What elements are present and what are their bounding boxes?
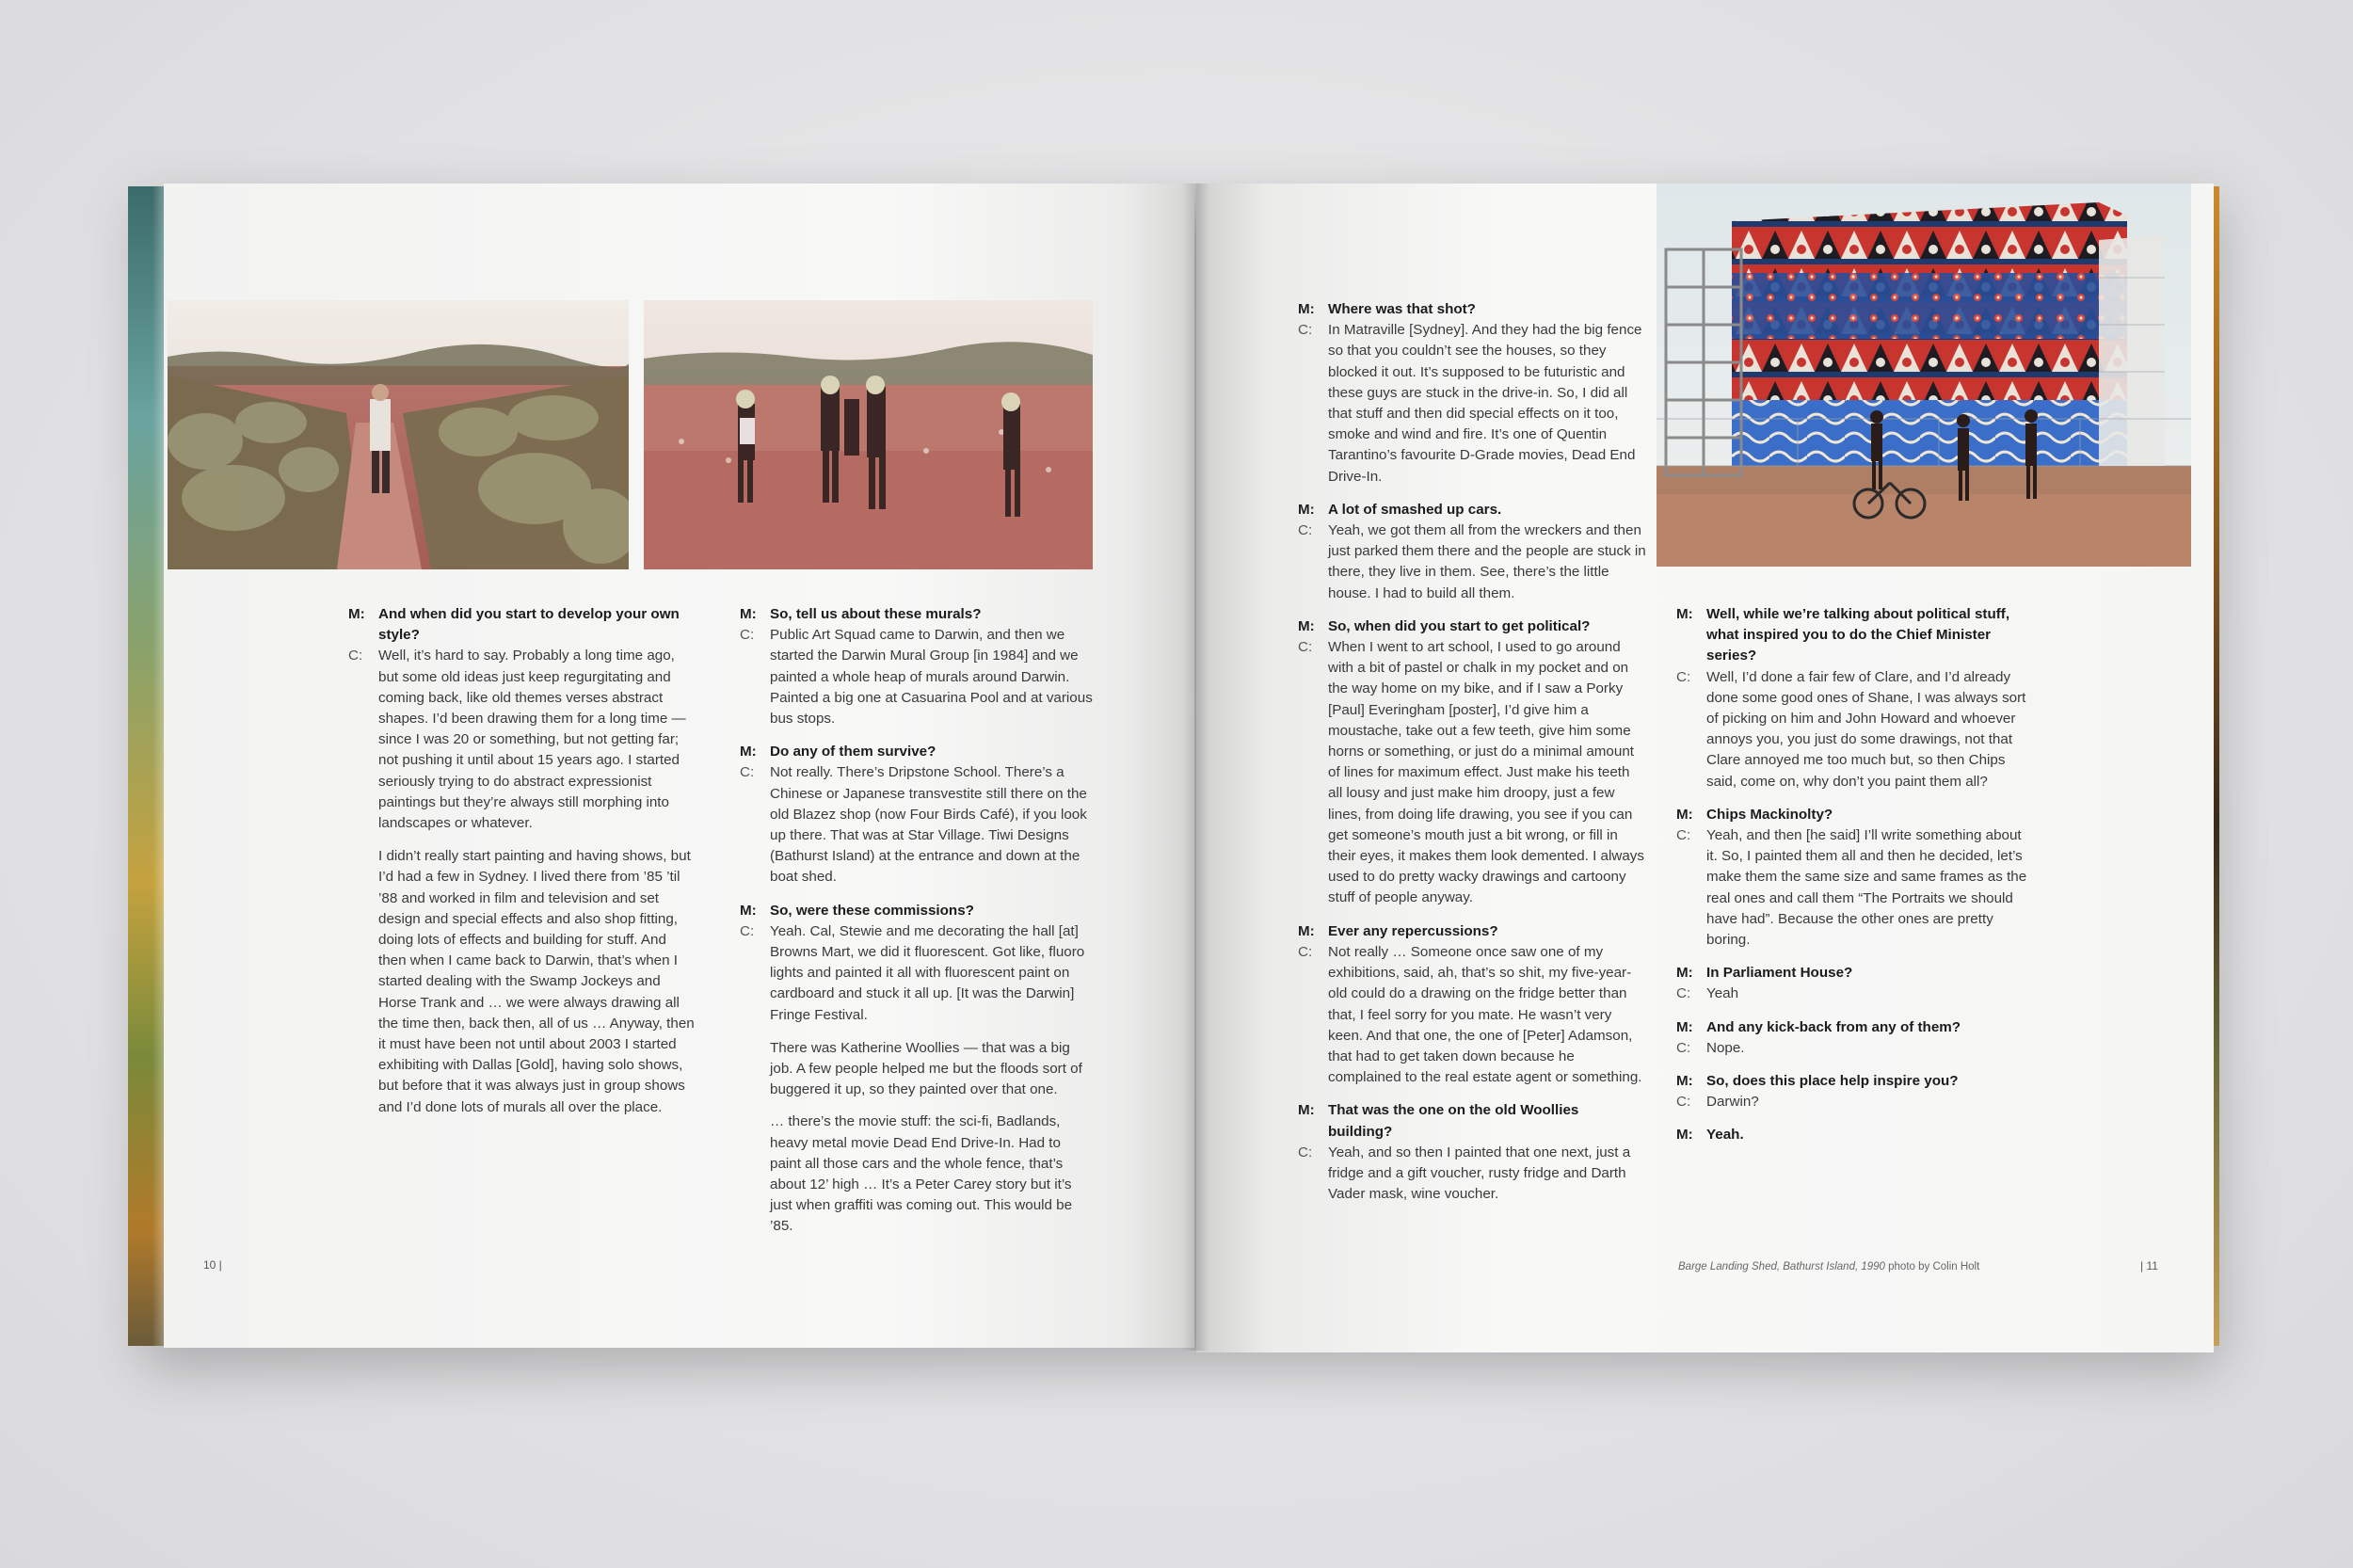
question-text: So, when did you start to get political? [1328, 617, 1591, 634]
book-gutter [1181, 184, 1209, 1351]
question-text: Where was that shot? [1328, 301, 1476, 317]
speaker-label: M: [1676, 1073, 1693, 1090]
qa-block [740, 742, 1093, 888]
qa-block [1298, 500, 1646, 604]
question-text: Chips Mackinolty? [1706, 806, 1833, 823]
speaker-label: C: [740, 627, 755, 644]
right-column-1 [1298, 299, 1646, 1217]
speaker-label: C: [740, 764, 755, 781]
qa-block [1298, 921, 1646, 1089]
speaker-label: M: [1676, 806, 1693, 823]
speaker-label: M: [1676, 606, 1693, 622]
answer-text: Yeah. Cal, Stewie and me decorating the hall [at] Browns Mart, we did it fluorescent. Got like, fluoro lights and painted it all with fluorescent paint on cardboard and stuck it all up. [It was the Darwin] Fringe Festival. [770, 922, 1085, 1023]
answer-text: In Matraville [Sydney]. And they had the big fence so that you couldn’t see the houses, so they blocked it out. It’s supposed to be futuristic and these guys are stuck in the drive-in. So, I did all that stuff and then did special effects on it too, smoke and wind and fire. It’s one of Quentin Tarantino’s favourite D-Grade movies, Dead End Drive-In. [1328, 322, 1642, 485]
qa-block [348, 604, 696, 834]
speaker-label: M: [1298, 922, 1315, 939]
answer-text: Public Art Squad came to Darwin, and then we started the Darwin Mural Group [in 1984] and we painted a whole heap of murals around Darwin. Painted a big one at Casuarina Pool and at various bus stops. [770, 627, 1093, 728]
question-text: Yeah. [1706, 1127, 1744, 1144]
qa-block [1676, 963, 2034, 1004]
speaker-label: M: [1298, 301, 1315, 317]
photo-group-field [644, 300, 1093, 569]
speaker-label: C: [1298, 1144, 1313, 1160]
answer-text: Yeah, we got them all from the wreckers and then just parked them there and the people are stuck in there, they live in them. See, there’s the little house. I had to build all them. [1328, 522, 1646, 601]
answer-paragraph: There was Katherine Woollies — that was a big job. A few people helped me but the floods sort of buggered it up, so they painted over that one. [770, 1039, 1082, 1098]
question-text: So, were these commissions? [770, 902, 974, 919]
qa-block [1676, 604, 2034, 792]
right-column-2 [1676, 604, 2034, 1159]
page-number: 10 | [203, 1258, 222, 1272]
speaker-label: M: [740, 606, 757, 622]
question-text: So, does this place help inspire you? [1706, 1073, 1959, 1090]
photo-papaya-field [168, 300, 629, 569]
qa-block [1676, 805, 2034, 951]
qa-block [740, 901, 1093, 1026]
question-text: That was the one on the old Woollies building? [1328, 1102, 1579, 1140]
answer-paragraph: … there’s the movie stuff: the sci-fi, Badlands, heavy metal movie Dead End Drive-In. Had to paint all those cars and the whole fence, that’s about 12’ high … It’s a Peter Carey story but it’s just when graffiti was coming out. This would be ’85. [770, 1113, 1073, 1235]
qa-block [1298, 616, 1646, 909]
page-number: | 11 [2140, 1259, 2158, 1272]
qa-block [1676, 1017, 2034, 1059]
question-text: Ever any repercussions? [1328, 922, 1498, 939]
question-text: A lot of smashed up cars. [1328, 501, 1502, 518]
speaker-label: M: [1676, 965, 1693, 982]
speaker-label: M: [1676, 1127, 1693, 1144]
qa-block [740, 604, 1093, 729]
speaker-label: C: [348, 648, 363, 664]
qa-block [1676, 1125, 2034, 1145]
speaker-label: M: [1676, 1018, 1693, 1035]
speaker-label: M: [1298, 617, 1315, 634]
answer-text: Yeah, and so then I painted that one next, just a fridge and a gift voucher, rusty fridge and Darth Vader mask, wine voucher. [1328, 1144, 1631, 1203]
question-text: And when did you start to develop your own style? [378, 606, 680, 644]
qa-block [1298, 1100, 1646, 1205]
speaker-label: C: [1298, 522, 1313, 539]
answer-text: Yeah [1706, 985, 1739, 1002]
photo-barge-landing-shed [1657, 184, 2191, 567]
answer-text: Nope. [1706, 1039, 1745, 1056]
speaker-label: C: [740, 922, 755, 939]
speaker-label: C: [1298, 322, 1313, 339]
speaker-label: C: [1676, 668, 1691, 685]
photo-caption [1678, 1261, 1979, 1272]
left-column-1 [348, 604, 696, 1118]
caption-title: Barge Landing Shed, Bathurst Island, 1990 [1678, 1261, 1885, 1272]
right-page [1196, 184, 2214, 1352]
speaker-label: M: [740, 744, 757, 760]
left-column-2 [740, 604, 1093, 1238]
left-page [164, 184, 1194, 1348]
caption-credit: photo by Colin Holt [1888, 1261, 1980, 1272]
speaker-label: C: [1676, 827, 1691, 844]
book-cover-edge-left [128, 186, 166, 1346]
question-text: Do any of them survive? [770, 744, 936, 760]
speaker-label: M: [1298, 501, 1315, 518]
speaker-label: C: [1676, 985, 1691, 1002]
speaker-label: C: [1298, 943, 1313, 960]
speaker-label: C: [1676, 1094, 1691, 1111]
answer-text: Not really. There’s Dripstone School. There’s a Chinese or Japanese transvestite still there on the old Blazez shop (now Four Birds Café), if you look up there. That was at Star Village. Tiwi Designs (Bathurst Island) at the entrance and down at the boat shed. [770, 764, 1087, 886]
answer-text: Well, it’s hard to say. Probably a long time ago, but some old ideas just keep regurgitating and coming back, like old themes verses abstract shapes. I’d been drawing them for a long time — since I was 20 or something, but not getting far; not pushing it until about 15 years ago. I started seriously trying to do abstract expressionist paintings but they’re always still morphing into landscapes or whatever. [378, 648, 686, 832]
qa-block [1298, 299, 1646, 488]
question-text: Well, while we’re talking about political stuff, what inspired you to do the Chief Minister series? [1706, 606, 2010, 664]
speaker-label: M: [348, 606, 365, 622]
answer-text: Yeah, and then [he said] I’ll write something about it. So, I painted them all and then he decided, let’s make them the same size and same frames as the real ones and call them “The Portraits we should have had”. Because the other ones are pretty boring. [1706, 827, 2027, 949]
speaker-label: M: [1298, 1102, 1315, 1119]
speaker-label: C: [1298, 639, 1313, 656]
question-text: And any kick-back from any of them? [1706, 1018, 1961, 1035]
answer-text: Darwin? [1706, 1094, 1759, 1111]
question-text: In Parliament House? [1706, 965, 1853, 982]
speaker-label: M: [740, 902, 757, 919]
answer-paragraph: I didn’t really start painting and having shows, but I’d had a few in Sydney. I lived there from ’85 ’til ’88 and worked in film and television and set design and special effects and also shop fitting, doing lots of effects and building for stuff. And then when I came back to Darwin, that’s when I started dealing with the Swamp Jockeys and Horse Trank and … we were always drawing all the time then, back then, all of us … Anyway, then it must have been not until about 2003 I started exhibiting with Dallas [Gold], having solo shows, but before that it was always just in group shows and I’d done lots of murals all over the place. [378, 848, 695, 1115]
answer-text: Well, I’d done a fair few of Clare, and I’d already done some good ones of Shane, I was always sort of picking on him and John Howard and whoever annoys you, you just do some drawings, not that Clare annoyed me too much but, so then Chips said, come on, why don’t you paint them all? [1706, 668, 2026, 790]
answer-text: Not really … Someone once saw one of my exhibitions, said, ah, that’s so shit, my five-year-old could do a drawing on the fridge better than that, I feel sorry for you mate. He wasn’t very keen. And that one, the one of [Peter] Adamson, that had to get taken down because he complained to the real estate agent or something. [1328, 943, 1642, 1086]
question-text: So, tell us about these murals? [770, 606, 982, 622]
speaker-label: C: [1676, 1039, 1691, 1056]
answer-text: When I went to art school, I used to go around with a bit of pastel or chalk in my pocket and on the way home on my bike, and if I saw a Porky [Paul] Everingham [poster], I’d give him a moustache, take out a few teeth, give him some horns or something, or just do a minimal amount of lines for maximum effect. Just make his teeth all lousy and just make him droopy, just a few lines, from doing life drawing, you see if you can get someone’s mouth just a bit wrong, or fill in their eyes, it makes them look demented. I always used to do pretty wacky drawings and cartoony stuff of people anyway. [1328, 639, 1644, 906]
qa-block [1676, 1071, 2034, 1112]
